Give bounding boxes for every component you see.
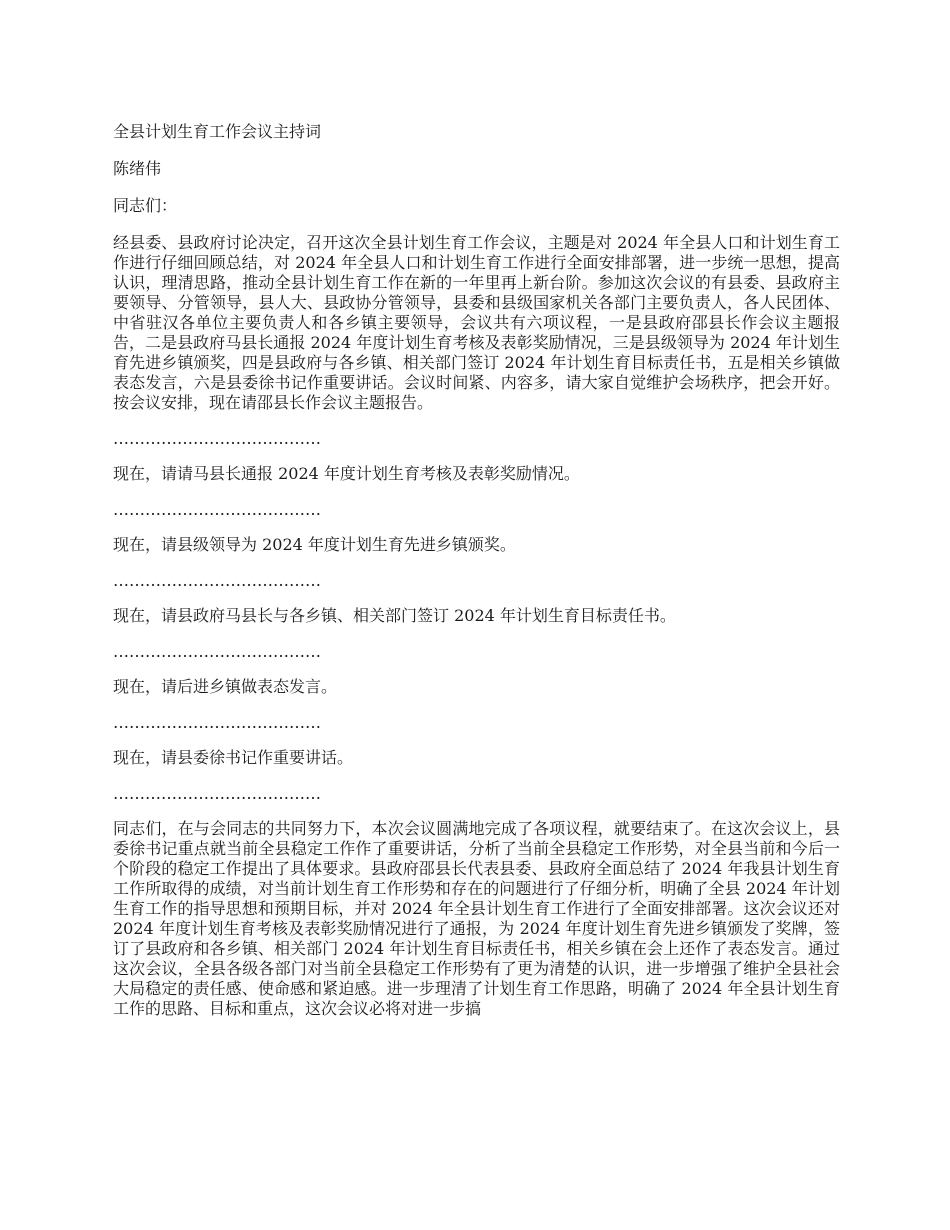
separator-5: ………………………………… <box>113 713 321 732</box>
step-3-paragraph: 现在，请县级领导为 2024 年度计划生育先进乡镇颁奖。 <box>113 535 516 554</box>
document-title: 全县计划生育工作会议主持词 <box>113 122 322 141</box>
greeting: 同志们： <box>113 196 178 215</box>
step-4-paragraph: 现在，请县政府马县长与各乡镇、相关部门签订 2024 年计划生育目标责任书。 <box>113 606 676 625</box>
closing-paragraph: 同志们，在与会同志的共同努力下，本次会议圆满地完成了各项议程，就要结束了。在这次会议上，县委徐书记重点就当前全县稳定工作作了重要讲话，分析了当前全县稳定工作形势，对全县当前和今后一个阶段的稳定工作提出了具体要求。县政府邵县长代表县委、县政府全面总结了 2024 年我县计划生育工作所取得的成绩，对当前计划生育工作形势和存在的问题进行了仔细分析，明确了全县 2024 年计划生育工作的指导思想和预期目标，并对 2024 年全县计划生育工作进行了全面安排部署。这次会议还对 2024 年度计划生育考核及表彰奖励情况进行了通报，为 2024 年度计划生育先进乡镇颁发了奖牌，签订了县政府和各乡镇、相关部门 2024 年计划生育目标责任书，相关乡镇在会上还作了表态发言。通过这次会议，全县各级各部门对当前全县稳定工作形势有了更为清楚的认识，进一步增强了维护全县社会大局稳定的责任感、使命感和紧迫感。进一步理清了计划生育工作思路，明确了 2024 年全县计划生育工作的思路、目标和重点，这次会议必将对进一步搞 <box>113 819 840 1018</box>
document-page <box>113 122 840 1039</box>
separator-1: ………………………………… <box>113 429 321 448</box>
separator-3: ………………………………… <box>113 571 321 590</box>
separator-2: ………………………………… <box>113 500 321 519</box>
step-2-paragraph: 现在，请请马县长通报 2024 年度计划生育考核及表彰奖励情况。 <box>113 464 580 483</box>
intro-paragraph: 经县委、县政府讨论决定，召开这次全县计划生育工作会议，主题是对 2024 年全县人口和计划生育工作进行仔细回顾总结，对 2024 年全县人口和计划生育工作进行全面安排部署，进一步统一思想，提高认识，理清思路，推动全县计划生育工作在新的一年里再上新台阶。参加这次会议的有县委、县政府主要领导、分管领导，县人大、县政协分管领导，县委和县级国家机关各部门主要负责人，各人民团体、中省驻汉各单位主要负责人和各乡镇主要领导，会议共有六项议程，一是县政府邵县长作会议主题报告，二是县政府马县长通报 2024 年度计划生育考核及表彰奖励情况，三是县级领导为 2024 年计划生育先进乡镇颁奖，四是县政府与各乡镇、相关部门签订 2024 年计划生育目标责任书，五是相关乡镇做表态发言，六是县委徐书记作重要讲话。会议时间紧、内容多，请大家自觉维护会场秩序，把会开好。按会议安排，现在请邵县长作会议主题报告。 <box>113 233 840 412</box>
separator-6: ………………………………… <box>113 784 321 803</box>
step-6-paragraph: 现在，请县委徐书记作重要讲话。 <box>113 748 354 767</box>
document-author: 陈绪伟 <box>113 159 162 178</box>
separator-4: ………………………………… <box>113 642 321 661</box>
step-5-paragraph: 现在，请后进乡镇做表态发言。 <box>113 677 338 696</box>
